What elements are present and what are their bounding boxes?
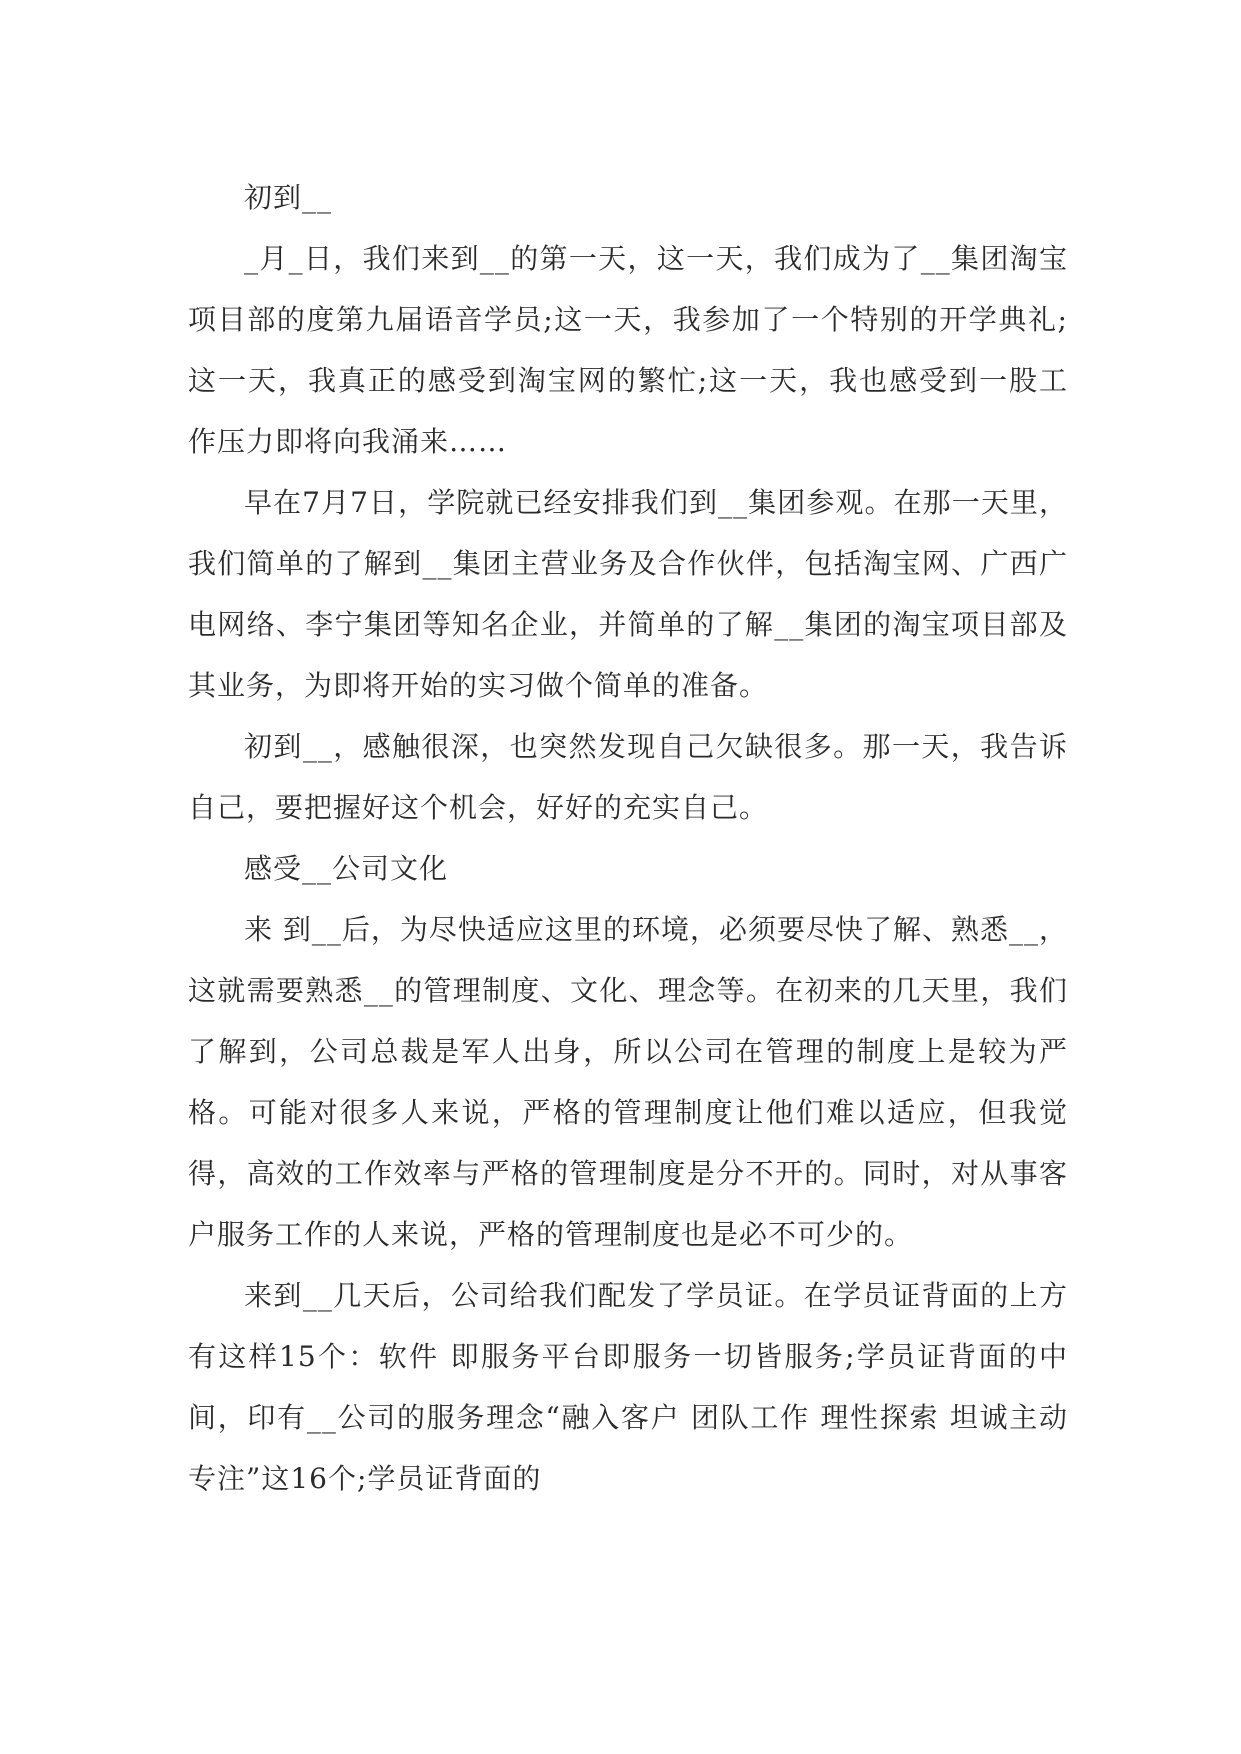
- document-body: [188, 167, 1068, 1509]
- paragraph: 早在7月7日，学院就已经安排我们到__集团参观。在那一天里，我们简单的了解到__集团主营业务及合作伙伴，包括淘宝网、广西广电网络、李宁集团等知名企业，并简单的了解__集团的淘宝项目部及其业务，为即将开始的实习做个简单的准备。: [188, 486, 1068, 702]
- heading-company-culture: 感受__公司文化: [244, 852, 449, 885]
- document-page: [188, 0, 1068, 1754]
- paragraph: _月_日，我们来到__的第一天，这一天，我们成为了__集团淘宝项目部的度第九届语音学员;这一天，我参加了一个特别的开学典礼;这一天，我真正的感受到淘宝网的繁忙;这一天，我也感受到一股工作压力即将向我涌来……: [188, 242, 1068, 458]
- paragraph: 来 到__后，为尽快适应这里的环境，必须要尽快了解、熟悉__，这就需要熟悉__的管理制度、文化、理念等。在初来的几天里，我们了解到，公司总裁是军人出身，所以公司在管理的制度上是较为严格。可能对很多人来说，严格的管理制度让他们难以适应，但我觉得，高效的工作效率与严格的管理制度是分不开的。同时，对从事客户服务工作的人来说，严格的管理制度也是必不可少的。: [188, 913, 1068, 1251]
- heading-arrival: 初到__: [244, 181, 333, 214]
- paragraph: 来到__几天后，公司给我们配发了学员证。在学员证背面的上方有这样15个：软件 即服务平台即服务一切皆服务;学员证背面的中间，印有__公司的服务理念“融入客户 团队工作 理性探索 坦诚主动 专注”这16个;学员证背面的: [188, 1279, 1068, 1495]
- paragraph: 初到__，感触很深，也突然发现自己欠缺很多。那一天，我告诉自己，要把握好这个机会，好好的充实自己。: [188, 730, 1068, 824]
